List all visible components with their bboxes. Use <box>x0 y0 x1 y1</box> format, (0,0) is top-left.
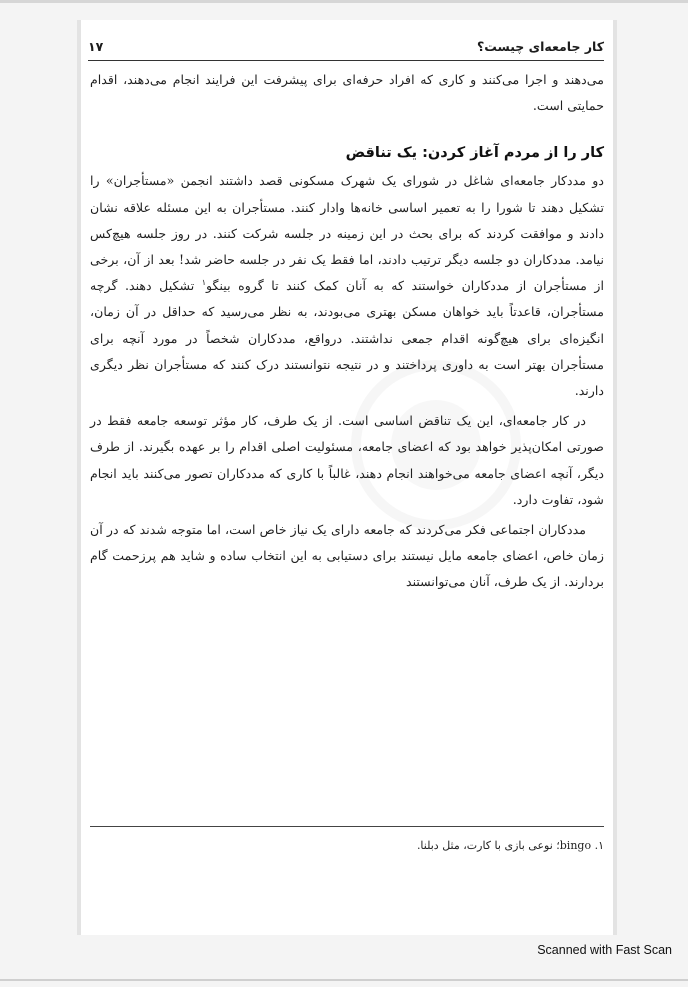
paragraph-example-part-2: تشکیل دهند. گرچه مستأجران، قاعدتاً باید خواهان مسکن بهتری می‌بودند، به نظر می‌رسید که حداقل در آن زمان، انگیزه‌ای برای هیچ‌گونه اقدام جمعی نداشتند. درواقع، مددکاران شخصاً در مورد آنچه برای مستأجران بهتر است به داوری پرداختند و در نتیجه نتوانستند درک کنند که مستأجران نظر دیگری دارند. <box>90 278 604 399</box>
scan-credit-label: Scanned with Fast Scan <box>537 943 672 957</box>
paragraph-example <box>90 168 604 404</box>
running-title: کار جامعه‌ای چیست؟ <box>477 39 604 54</box>
footnote-marker: ۱ <box>201 278 207 288</box>
bottom-edge-rule <box>0 979 688 981</box>
paragraph-paradox: در کار جامعه‌ای، این یک تناقض اساسی است. از یک طرف، کار مؤثر توسعه جامعه فقط در صورتی امکان‌پذیر خواهد بود که اعضای جامعه، مسئولیت اصلی اقدام را بر عهده بگیرند. از طرف دیگر، آنچه اعضای جامعه می‌خواهند انجام دهند، غالباً با کاری که مددکاران تصور می‌کنند باید انجام شود، تفاوت دارد. <box>90 413 604 507</box>
footnote-divider <box>90 826 604 827</box>
section-heading: کار را از مردم آغاز کردن: یک تناقض <box>345 145 604 162</box>
top-edge-rule <box>0 0 688 3</box>
paragraph-social-workers: مددکاران اجتماعی فکر می‌کردند که جامعه دارای یک نیاز خاص است، اما متوجه شدند که در آن زمان خاص، اعضای جامعه مایل نیستند برای دستیابی به این انتخاب ساده و شاید هم پرزحمت گام بردارند. از یک طرف، آنان می‌توانستند <box>90 522 604 590</box>
footnote: ۱. bingo؛ نوعی بازی با کارت، مثل دبلنا. <box>416 839 604 852</box>
paragraph-continued: می‌دهند و اجرا می‌کنند و کاری که افراد حرفه‌ای برای پیشرفت این فرایند انجام می‌دهند، اقدام حمایتی است. <box>90 72 604 114</box>
page-number: ۱۷ <box>88 39 104 54</box>
running-header <box>88 36 604 60</box>
paragraph-example-part-1: دو مددکار جامعه‌ای شاغل در شورای یک شهرک مسکونی قصد داشتند انجمن «مستأجران» را تشکیل دهند تا شورا را به تعمیر اساسی خانه‌ها وادار کنند. مستأجران به این مسئله علاقه نشان دادند و موافقت کردند که برای بحث در این زمینه در جلسه شرکت کنند. در روز جلسه هیچ‌کس نیامد. مددکاران دو جلسه دیگر ترتیب دادند، اما فقط یک نفر در جلسه حاضر شد! بعد از آن، برخی از مستأجران از مددکاران خواستند که به آنان کمک کنند تا گروه بینگو <box>90 173 604 294</box>
body-text <box>90 67 604 596</box>
header-divider <box>88 60 604 61</box>
